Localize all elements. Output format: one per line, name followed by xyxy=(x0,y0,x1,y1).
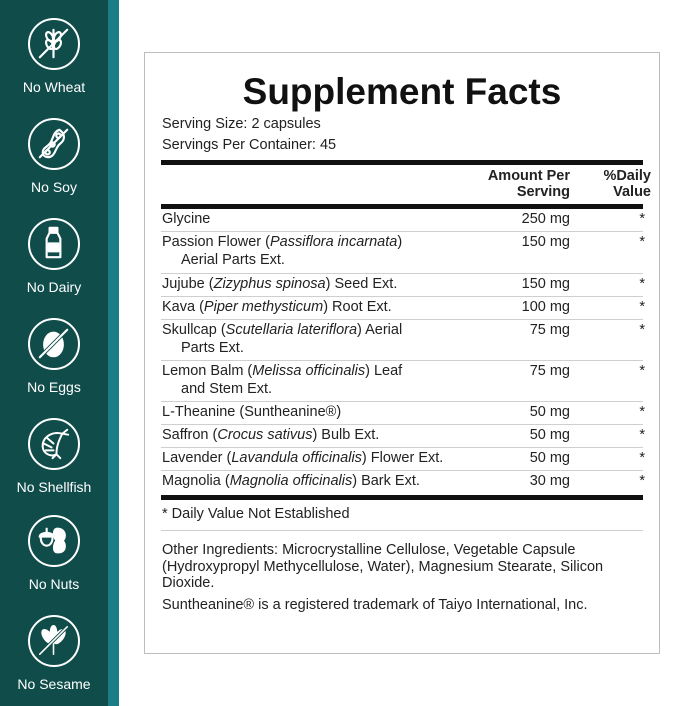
allergen-no-eggs xyxy=(0,318,108,395)
ingredient-name xyxy=(162,426,452,444)
ingredient-amount: 50 mg xyxy=(529,404,570,420)
botanical-name: Lavandula officinalis xyxy=(231,450,362,466)
ingredient-amount: 150 mg xyxy=(521,276,570,292)
amount-header-line1: Amount Per xyxy=(487,168,570,184)
divider-thick xyxy=(161,160,643,165)
ingredient-daily-value: * xyxy=(639,473,645,489)
row-separator xyxy=(161,296,643,297)
allergen-label: No Shellfish xyxy=(16,479,92,495)
ingredient-daily-value: * xyxy=(639,211,645,227)
ingredient-name-text: Magnolia ( xyxy=(162,473,230,489)
dv-header-line2: Value xyxy=(613,184,651,200)
ingredient-name xyxy=(162,321,452,357)
ingredient-amount: 30 mg xyxy=(529,473,570,489)
serving-size: Serving Size: 2 capsules xyxy=(162,116,321,132)
nuts-icon xyxy=(28,515,80,567)
row-separator xyxy=(161,424,643,425)
ingredient-daily-value: * xyxy=(639,404,645,420)
egg-icon xyxy=(28,318,80,370)
ingredient-amount: 50 mg xyxy=(529,427,570,443)
ingredient-name-suffix: ) Leaf xyxy=(365,363,403,379)
row-separator xyxy=(161,319,643,320)
sidebar-accent-stripe xyxy=(108,0,119,706)
allergen-label: No Sesame xyxy=(17,676,91,692)
botanical-name: Passiflora incarnata xyxy=(269,234,398,250)
ingredient-name xyxy=(162,210,452,228)
row-separator xyxy=(161,273,643,274)
sesame-leaf-icon xyxy=(28,615,80,667)
other-ingredients: Other Ingredients: Microcrystalline Cellulose, Vegetable Capsule (Hydroxypropyl Methycellulose, Water), Magnesium Stearate, Silicon Dioxide. xyxy=(162,542,604,591)
botanical-name: Scutellaria lateriflora xyxy=(225,322,358,338)
divider-thick xyxy=(161,495,643,500)
botanical-name: Zizyphus spinosa xyxy=(213,276,326,292)
allergen-no-nuts xyxy=(0,515,108,592)
ingredient-amount: 150 mg xyxy=(521,234,570,250)
ingredient-name xyxy=(162,298,452,316)
allergen-label: No Wheat xyxy=(22,79,86,95)
ingredient-amount: 50 mg xyxy=(529,450,570,466)
allergen-no-soy xyxy=(0,118,108,195)
ingredient-name-suffix: ) Flower Ext. xyxy=(361,450,444,466)
ingredient-name-suffix: ) Bark Ext. xyxy=(352,473,420,489)
row-separator xyxy=(161,360,643,361)
ingredient-name-text: Lavender ( xyxy=(162,450,232,466)
shrimp-icon xyxy=(28,418,80,470)
amount-per-serving-header xyxy=(458,168,570,200)
amount-header-line2: Serving xyxy=(516,184,570,200)
ingredient-daily-value: * xyxy=(639,299,645,315)
ingredient-amount: 100 mg xyxy=(521,299,570,315)
wheat-icon xyxy=(28,18,80,70)
ingredient-name xyxy=(162,472,452,490)
ingredient-name-continuation: Parts Ext. xyxy=(181,340,244,356)
ingredient-name xyxy=(162,233,452,269)
ingredient-name-text: Passion Flower ( xyxy=(162,234,270,250)
allergen-no-wheat xyxy=(0,18,108,95)
allergen-label: No Dairy xyxy=(26,279,82,295)
botanical-name: Piper methysticum xyxy=(203,299,324,315)
milk-bottle-icon xyxy=(28,218,80,270)
row-separator xyxy=(161,231,643,232)
ingredient-name-text: Saffron ( xyxy=(162,427,218,443)
allergen-label: No Nuts xyxy=(28,576,80,592)
dv-header-line1: %Daily xyxy=(603,168,651,184)
divider-thin xyxy=(161,530,643,531)
ingredient-amount: 75 mg xyxy=(529,322,570,338)
ingredient-name-suffix: ) Root Ext. xyxy=(323,299,392,315)
ingredient-name-text: Skullcap ( xyxy=(162,322,226,338)
ingredient-daily-value: * xyxy=(639,427,645,443)
facts-title: Supplement Facts xyxy=(242,71,562,112)
soybean-icon xyxy=(28,118,80,170)
ingredient-name xyxy=(162,362,452,398)
ingredient-name-suffix: ) Bulb Ext. xyxy=(312,427,380,443)
ingredient-name-text: Lemon Balm ( xyxy=(162,363,253,379)
ingredient-name xyxy=(162,403,452,421)
servings-per-container: Servings Per Container: 45 xyxy=(162,137,337,153)
botanical-name: Crocus sativus xyxy=(217,427,313,443)
ingredient-daily-value: * xyxy=(639,276,645,292)
ingredient-name-continuation: and Stem Ext. xyxy=(181,381,273,397)
ingredient-amount: 250 mg xyxy=(521,211,570,227)
ingredient-daily-value: * xyxy=(639,322,645,338)
ingredient-name-text: Glycine xyxy=(162,211,211,227)
daily-value-footnote: * Daily Value Not Established xyxy=(162,506,350,522)
ingredient-daily-value: * xyxy=(639,234,645,250)
ingredient-name-text: Kava ( xyxy=(162,299,204,315)
ingredient-name-text: Jujube ( xyxy=(162,276,214,292)
ingredient-daily-value: * xyxy=(639,450,645,466)
supplement-facts-panel xyxy=(144,52,660,654)
ingredient-name xyxy=(162,449,452,467)
ingredient-amount: 75 mg xyxy=(529,363,570,379)
daily-value-header xyxy=(585,168,651,200)
divider-thick xyxy=(161,204,643,209)
allergen-label: No Soy xyxy=(31,179,77,195)
trademark-note: Suntheanine® is a registered trademark of Taiyo International, Inc. xyxy=(162,597,588,613)
botanical-name: Magnolia officinalis xyxy=(229,473,353,489)
row-separator xyxy=(161,447,643,448)
row-separator xyxy=(161,401,643,402)
ingredient-name-continuation: Aerial Parts Ext. xyxy=(181,252,285,268)
ingredient-name-suffix: ) Aerial xyxy=(357,322,403,338)
allergen-no-dairy xyxy=(0,218,108,295)
ingredient-name-text: L-Theanine (Suntheanine®) xyxy=(162,404,342,420)
ingredient-name-suffix: ) xyxy=(397,234,403,250)
allergen-no-shellfish xyxy=(0,418,108,495)
allergen-no-sesame xyxy=(0,615,108,692)
ingredient-name-suffix: ) Seed Ext. xyxy=(325,276,398,292)
ingredient-name xyxy=(162,275,452,293)
row-separator xyxy=(161,470,643,471)
allergen-label: No Eggs xyxy=(27,379,81,395)
botanical-name: Melissa officinalis xyxy=(252,363,366,379)
ingredient-daily-value: * xyxy=(639,363,645,379)
